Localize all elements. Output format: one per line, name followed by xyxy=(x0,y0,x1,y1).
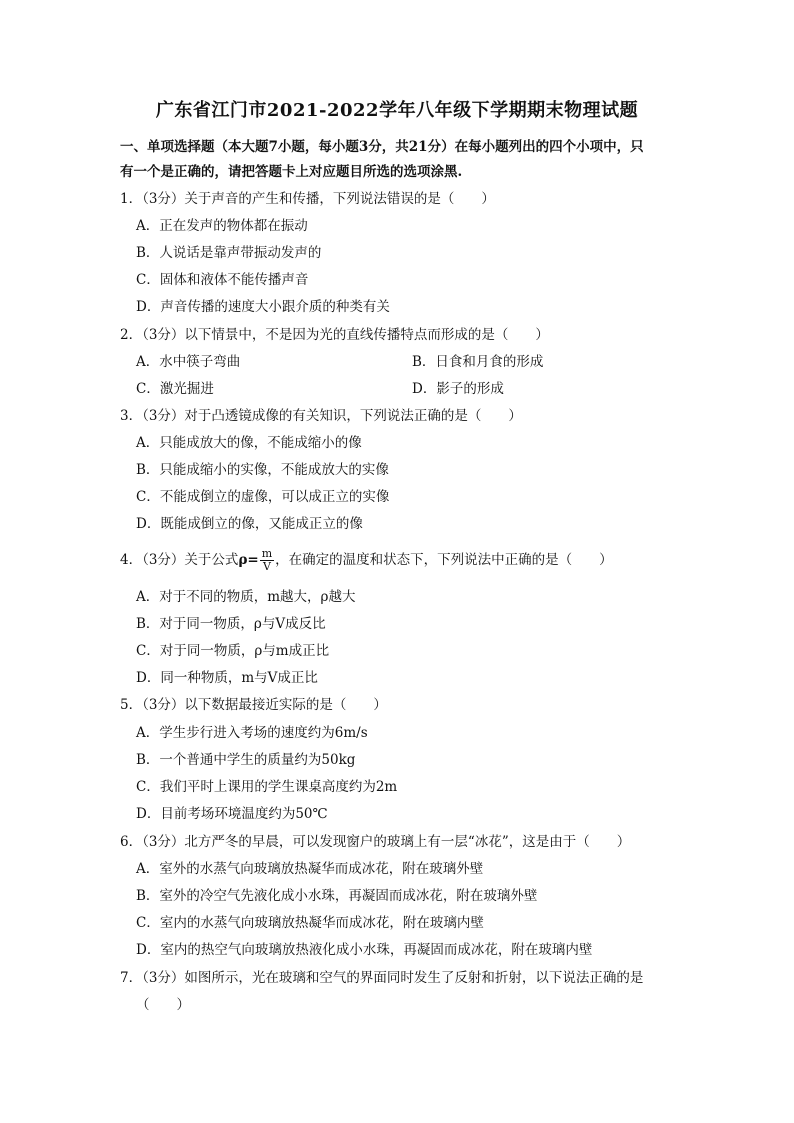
question-2-stem: 2．（3分）以下情景中，不是因为光的直线传播特点而形成的是（ ） xyxy=(120,327,549,343)
question-4-stem xyxy=(120,548,613,573)
question-3-option-d: D．既能成倒立的像，又能成正立的像 xyxy=(136,516,363,532)
question-4-formula-lhs: ρ= xyxy=(238,552,259,568)
question-4-option-c: C．对于同一物质，ρ与m成正比 xyxy=(136,643,330,659)
question-6-option-a: A．室外的水蒸气向玻璃放热凝华而成冰花，附在玻璃外壁 xyxy=(136,861,484,877)
question-5-option-c: C．我们平时上课用的学生课桌高度约为2m xyxy=(136,779,398,795)
question-6-option-d: D．室内的热空气向玻璃放热液化成小水珠，再凝固而成冰花，附在玻璃内壁 xyxy=(136,942,593,958)
question-4-stem-prefix: 4．（3分）关于公式 xyxy=(120,552,239,568)
section-instructions-line-2: 有一个是正确的，请把答题卡上对应题目所选的选项涂黑. xyxy=(120,164,463,180)
section-instructions xyxy=(120,135,680,185)
question-7-stem: 7．（3分）如图所示，光在玻璃和空气的界面同时发生了反射和折射，以下说法正确的是 xyxy=(120,970,644,986)
question-6-option-c: C．室内的水蒸气向玻璃放热凝华而成冰花，附在玻璃内壁 xyxy=(136,915,484,931)
question-4-option-d: D．同一种物质，m与V成正比 xyxy=(136,670,318,686)
question-3-stem: 3．（3分）对于凸透镜成像的有关知识，下列说法正确的是（ ） xyxy=(120,408,522,424)
page-title: 广东省江门市2021-2022学年八年级下学期期末物理试题 xyxy=(155,100,639,121)
question-1-stem: 1．（3分）关于声音的产生和传播，下列说法错误的是（ ） xyxy=(120,191,495,207)
question-2-option-b: B．日食和月食的形成 xyxy=(412,354,544,370)
question-3-option-a: A．只能成放大的像，不能成缩小的像 xyxy=(136,435,362,451)
question-1-option-d: D．声音传播的速度大小跟介质的种类有关 xyxy=(136,299,390,315)
question-5-option-d: D．目前考场环境温度约为50℃ xyxy=(136,806,328,822)
question-4-formula-fraction xyxy=(260,548,274,573)
question-5-stem: 5．（3分）以下数据最接近实际的是（ ） xyxy=(120,697,387,713)
question-2-option-d: D．影子的形成 xyxy=(412,381,504,397)
question-6-stem: 6．（3分）北方严冬的早晨，可以发现窗户的玻璃上有一层“冰花”，这是由于（ ） xyxy=(120,834,631,850)
section-instructions-line-1: 一、单项选择题（本大题7小题，每小题3分，共21分）在每小题列出的四个小项中，只 xyxy=(120,139,644,155)
question-2-option-a: A．水中筷子弯曲 xyxy=(136,354,241,370)
question-2-option-c: C．激光掘进 xyxy=(136,381,214,397)
question-1-option-b: B．人说话是靠声带振动发声的 xyxy=(136,245,322,261)
question-1-option-a: A．正在发声的物体都在振动 xyxy=(136,218,308,234)
question-4-formula-numerator: m xyxy=(261,547,273,560)
question-6-option-b: B．室外的冷空气先液化成小水珠，再凝固而成冰花，附在玻璃外壁 xyxy=(136,888,538,904)
question-4-option-b: B．对于同一物质，ρ与V成反比 xyxy=(136,616,326,632)
question-7-stem-continuation: （ ） xyxy=(136,997,190,1013)
question-4-option-a: A．对于不同的物质，m越大，ρ越大 xyxy=(136,589,356,605)
question-5-option-a: A．学生步行进入考场的速度约为6m/s xyxy=(136,725,368,741)
question-5-option-b: B．一个普通中学生的质量约为50kg xyxy=(136,752,356,768)
question-3-option-b: B．只能成缩小的实像，不能成放大的实像 xyxy=(136,462,389,478)
question-4-formula-denominator: V xyxy=(262,560,271,573)
question-1-option-c: C．固体和液体不能传播声音 xyxy=(136,272,309,288)
question-4-stem-suffix: ，在确定的温度和状态下，下列说法中正确的是（ ） xyxy=(275,552,613,568)
question-3-option-c: C．不能成倒立的虚像，可以成正立的实像 xyxy=(136,489,390,505)
